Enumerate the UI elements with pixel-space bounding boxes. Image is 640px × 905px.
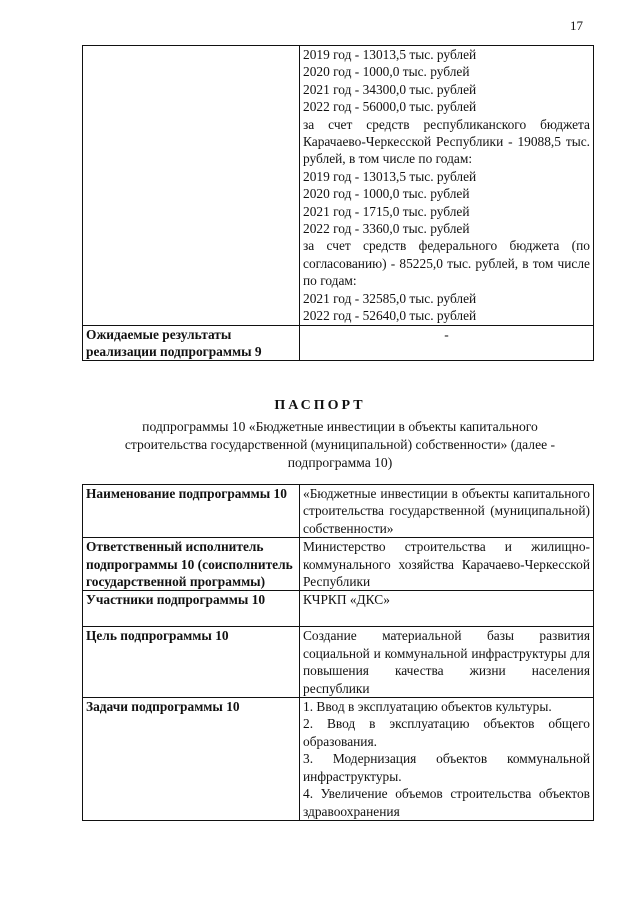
funding-row bbox=[83, 46, 594, 326]
task-item: 4. Увеличение объемов строительства объектов здравоохранения bbox=[303, 786, 590, 819]
funding-line: 2019 год - 13013,5 тыс. рублей bbox=[303, 168, 477, 184]
funding-line: 2021 год - 1715,0 тыс. рублей bbox=[303, 203, 470, 219]
row-value: КЧРКП «ДКС» bbox=[300, 591, 594, 627]
funding-value-cell bbox=[300, 46, 594, 326]
row-value: Министерство строительства и жилищно-коммунального хозяйства Карачаево-Черкесской Республики bbox=[300, 538, 594, 591]
expected-results-row bbox=[83, 325, 594, 361]
row-value: Создание материальной базы развития социальной и коммунальной инфраструктуры для повышения качества жизни населения республики bbox=[300, 627, 594, 698]
task-item: 1. Ввод в эксплуатацию объектов культуры. bbox=[303, 699, 552, 715]
row-label: Ответственный исполнитель подпрограммы 10 (соисполнитель государственной программы) bbox=[83, 538, 300, 591]
funding-line: 2019 год - 13013,5 тыс. рублей bbox=[303, 47, 477, 62]
row-label: Задачи подпрограммы 10 bbox=[83, 698, 300, 821]
row-label: Цель подпрограммы 10 bbox=[83, 627, 300, 698]
passport-row-executor bbox=[83, 538, 594, 591]
row-label: Наименование подпрограммы 10 bbox=[83, 485, 300, 538]
passport-row-tasks bbox=[83, 698, 594, 821]
funding-line: 2020 год - 1000,0 тыс. рублей bbox=[303, 64, 470, 80]
passport-row-name bbox=[83, 485, 594, 538]
page-number: 17 bbox=[570, 18, 583, 33]
passport-subtitle: подпрограммы 10 «Бюджетные инвестиции в объекты капитального строительства государственной (муниципальной) собственности» (далее - подпрограмма 10) bbox=[124, 419, 556, 470]
funding-label-cell bbox=[83, 46, 300, 326]
passport-table bbox=[82, 484, 594, 821]
federal-budget-text: за счет средств федерального бюджета (по согласованию) - 85225,0 тыс. рублей, в том числе по годам: bbox=[303, 238, 590, 289]
funding-table bbox=[82, 45, 594, 361]
funding-line: 2022 год - 56000,0 тыс. рублей bbox=[303, 99, 477, 115]
expected-results-label: Ожидаемые результаты реализации подпрограммы 9 bbox=[83, 325, 300, 361]
task-item: 3. Модернизация объектов коммунальной инфраструктуры. bbox=[303, 751, 590, 784]
funding-line: 2021 год - 34300,0 тыс. рублей bbox=[303, 81, 477, 97]
task-item: 2. Ввод в эксплуатацию объектов общего образования. bbox=[303, 716, 590, 749]
tasks-cell bbox=[300, 698, 594, 821]
funding-line: 2022 год - 52640,0 тыс. рублей bbox=[303, 308, 477, 324]
funding-line: 2021 год - 32585,0 тыс. рублей bbox=[303, 290, 477, 306]
passport-row-goal bbox=[83, 627, 594, 698]
row-label: Участники подпрограммы 10 bbox=[83, 591, 300, 627]
passport-heading: ПАСПОРТ bbox=[274, 398, 366, 413]
expected-results-value: - bbox=[300, 325, 594, 361]
republic-budget-text: за счет средств республиканского бюджета Карачаево-Черкесской Республики - 19088,5 тыс. рублей, в том числе по годам: bbox=[303, 116, 590, 167]
funding-line: 2022 год - 3360,0 тыс. рублей bbox=[303, 221, 470, 237]
funding-line: 2020 год - 1000,0 тыс. рублей bbox=[303, 186, 470, 202]
passport-row-participants bbox=[83, 591, 594, 627]
row-value: «Бюджетные инвестиции в объекты капитального строительства государственной (муниципальной) собственности» bbox=[300, 485, 594, 538]
